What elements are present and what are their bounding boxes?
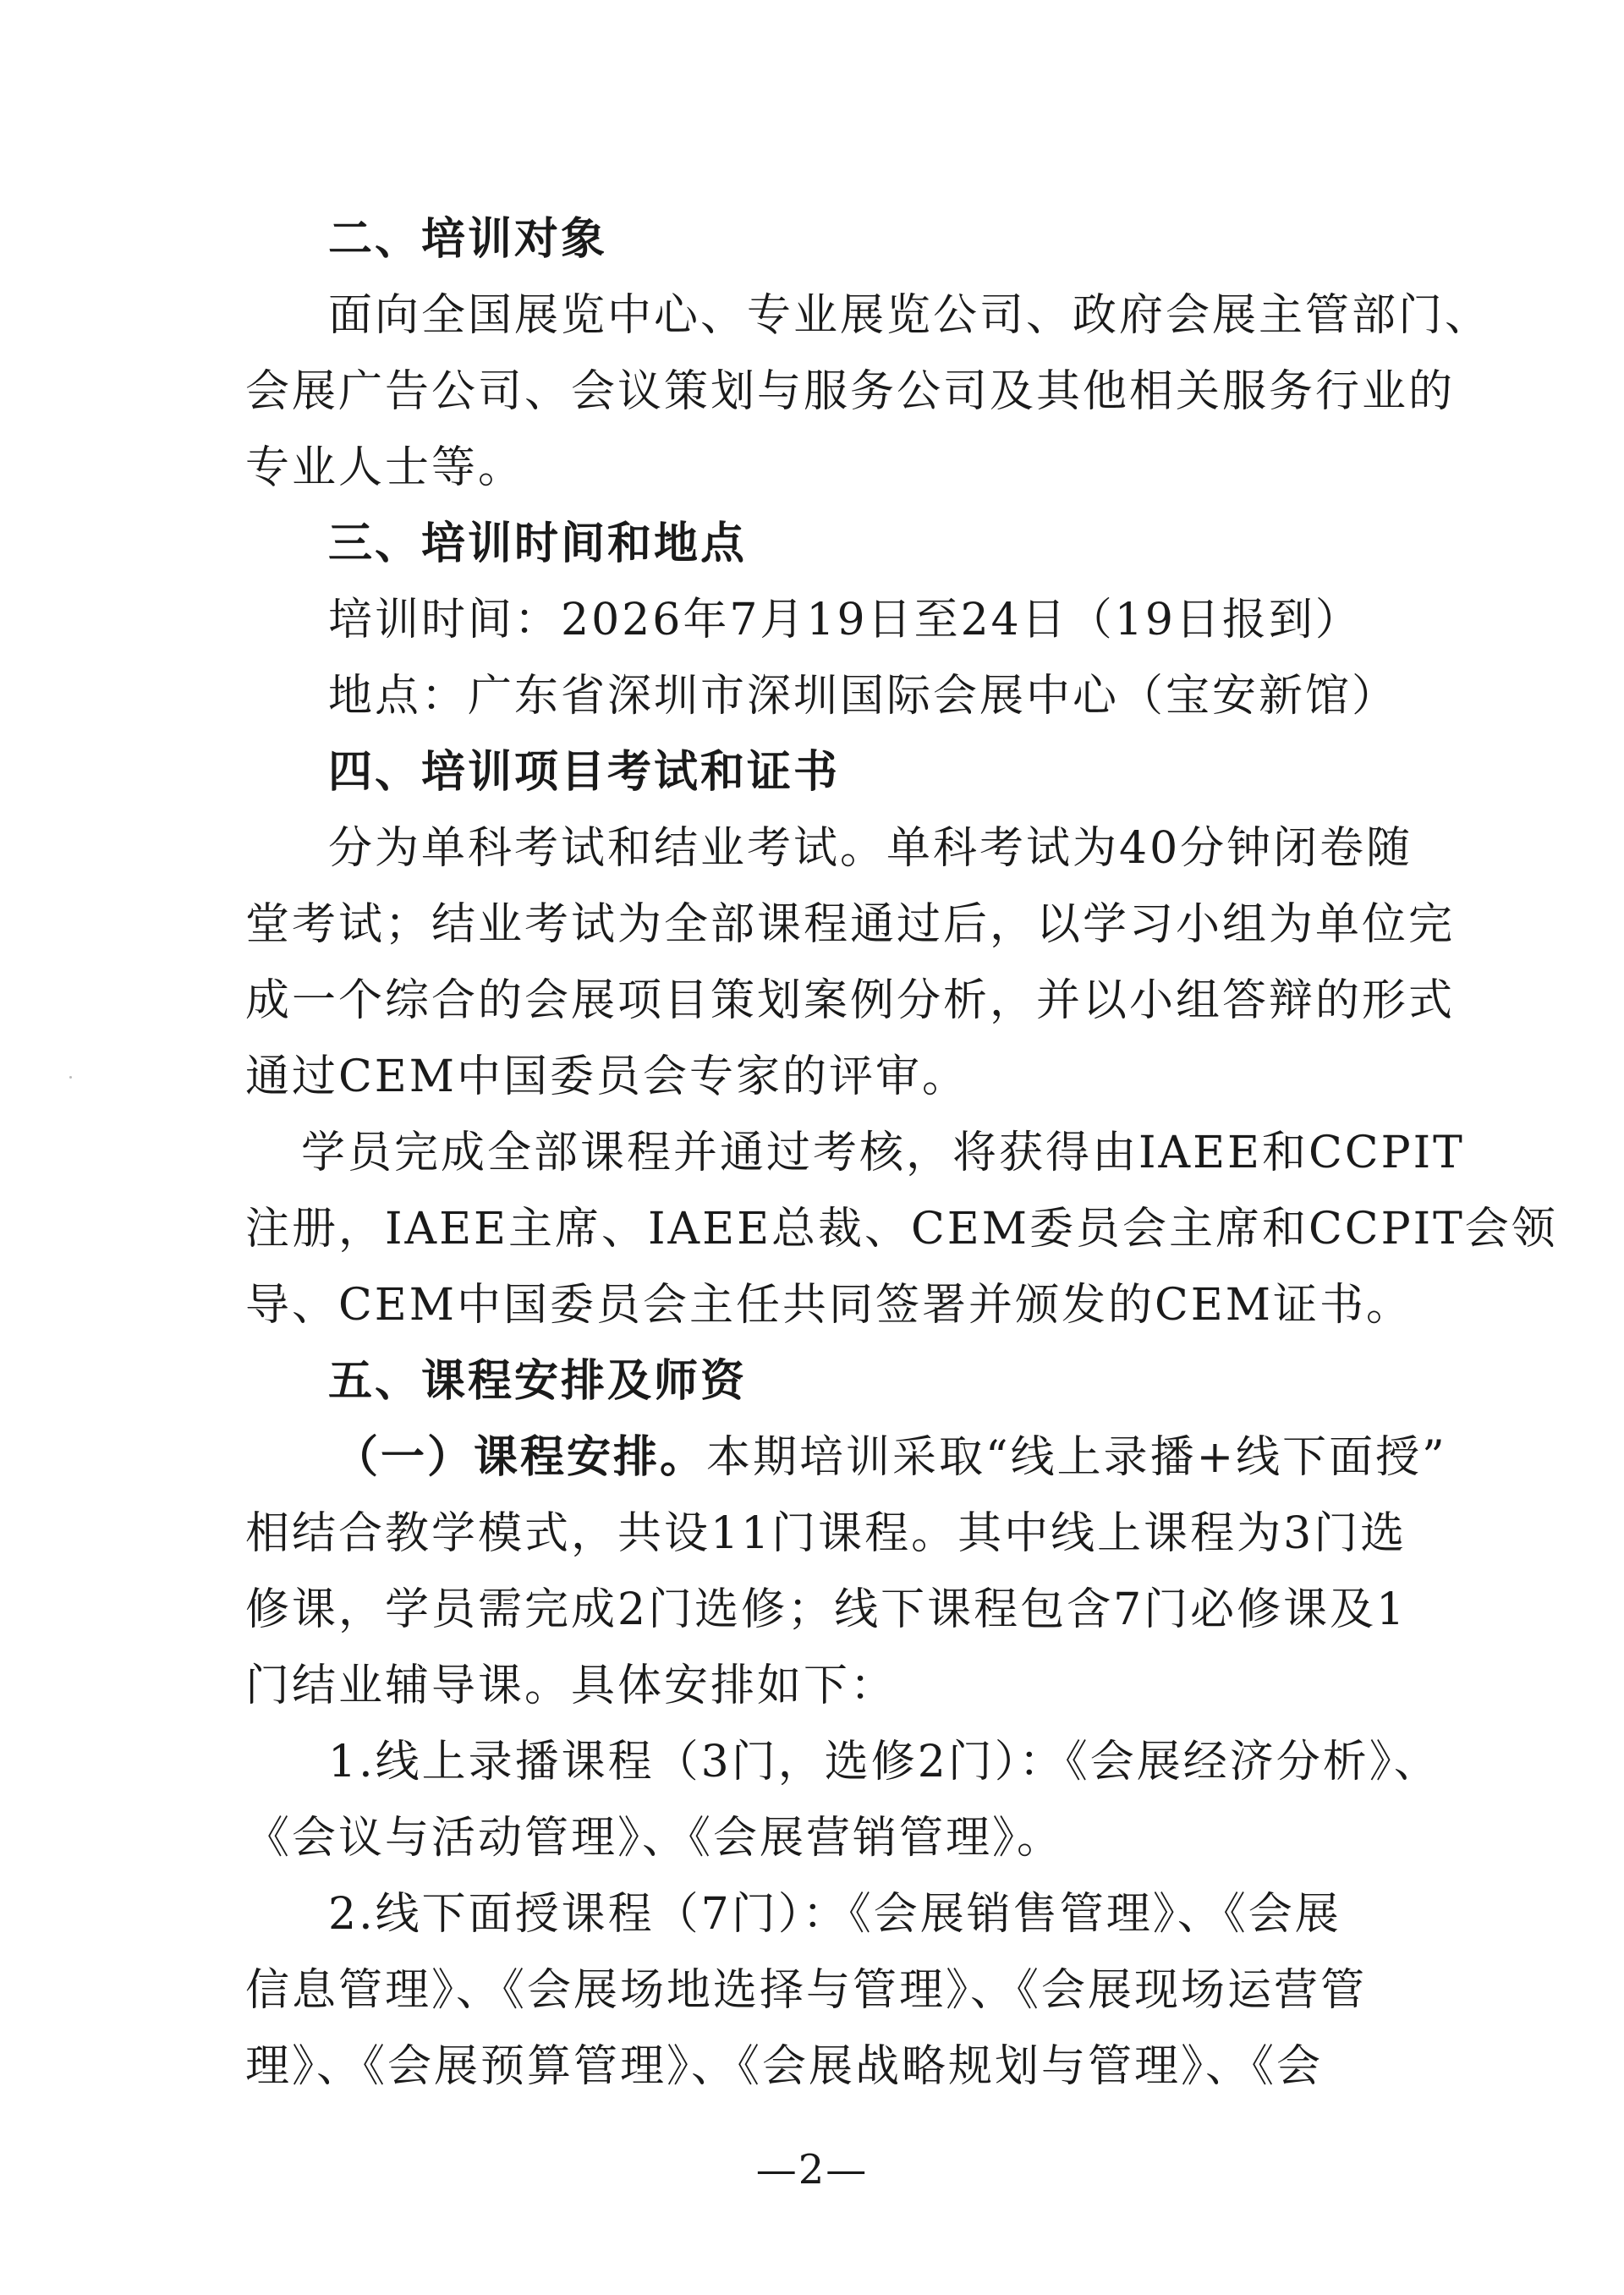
paragraph-line: 注册，IAEE主席、IAEE总裁、CEM委员会主席和CCPIT会领 [245, 1204, 1558, 1255]
section-heading-3: 三、培训时间和地点 [328, 519, 748, 569]
scan-speck [69, 1076, 72, 1079]
offline-courses-line: 理》、《会展预算管理》、《会展战略规划与管理》、《会 [245, 2041, 1324, 2092]
section-heading-2: 二、培训对象 [328, 214, 608, 265]
offline-courses-line: 2.线下面授课程（7门）：《会展销售管理》、《会展 [328, 1889, 1341, 1940]
paragraph-line: 修课，学员需完成2门选修；线下课程包含7门必修课及1 [245, 1584, 1407, 1635]
paragraph-line: 导、CEM中国委员会主任共同签署并颁发的CEM证书。 [245, 1280, 1413, 1331]
online-courses-line: 1.线上录播课程（3门，选修2门）：《会展经济分析》、 [328, 1737, 1440, 1787]
course-arrangement-label: （一）课程安排。 [334, 1432, 707, 1483]
paragraph-line: 分为单科考试和结业考试。单科考试为40分钟闭卷随 [328, 823, 1413, 874]
course-arrangement-lead [0, 1428, 1624, 1487]
paragraph-line: 面向全国展览中心、专业展览公司、政府会展主管部门、 [328, 290, 1492, 341]
online-courses-line: 《会议与活动管理》、《会展营销管理》。 [245, 1813, 1064, 1864]
course-arrangement-text: 本期培训采取“线上录播+线下面授” [706, 1432, 1447, 1483]
paragraph-line: 门结业辅导课。具体安排如下： [245, 1661, 897, 1711]
training-time-line: 培训时间：2026年7月19日至24日（19日报到） [328, 595, 1362, 645]
paragraph-line: 成一个综合的会展项目策划案例分析，并以小组答辩的形式 [245, 975, 1456, 1026]
paragraph-line: 相结合教学模式，共设11门课程。其中线上课程为3门选 [245, 1508, 1407, 1559]
section-heading-5: 五、课程安排及师资 [328, 1356, 748, 1407]
page-number: —2— [755, 2146, 869, 2193]
training-location-line: 地点：广东省深圳市深圳国际会展中心（宝安新馆） [328, 671, 1399, 722]
paragraph-line: 专业人士等。 [245, 442, 525, 493]
section-heading-4: 四、培训项目考试和证书 [328, 747, 841, 798]
paragraph-line: 学员完成全部课程并通过考核，将获得由IAEE和CCPIT [301, 1128, 1465, 1178]
offline-courses-line: 信息管理》、《会展场地选择与管理》、《会展现场运营管 [245, 1965, 1368, 2016]
paragraph-line: 堂考试；结业考试为全部课程通过后，以学习小组为单位完 [245, 899, 1456, 950]
paragraph-line: 通过CEM中国委员会专家的评审。 [245, 1051, 968, 1102]
paragraph-line: 会展广告公司、会议策划与服务公司及其他相关服务行业的 [245, 366, 1456, 417]
